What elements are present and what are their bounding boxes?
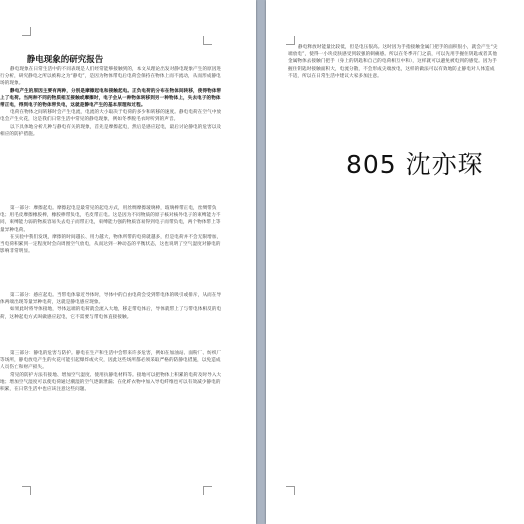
paragraph: 常见的防护方法有接地、增加空气湿度、使用抗静电材料等。接地可以把物体上积累的电荷及时导入大地；增加空气湿度可以使电荷通过潮湿的空气逐渐泄漏；在化纤衣物中加入导电纤维也可以有效减少静电的积累，在日常生活中也应该注意这些问题。 (0, 372, 222, 393)
document-title: 静电现象的研究报告 (26, 55, 104, 65)
paragraph: 第一部分：摩擦起电。摩擦起电是最常见的起电方式，用丝绸摩擦玻璃棒，玻璃棒带正电，丝绸带负电；用毛皮摩擦橡胶棒，橡胶棒带负电，毛皮带正电。这是因为不同物质的原子核对核外电子的束缚能力不同，束缚能力弱的物质容易失去电子而带正电，束缚能力强的物质容易得到电子而带负电，两个物体带上等量异种电荷。 (0, 206, 221, 233)
paragraph: 以下具体地分析几种与静电有关的现象，首先是摩擦起电，然后是感应起电，最后讨论静电的危害以及相应的防护措施。 (0, 124, 222, 137)
paragraph: 如果此时将导体接地，导体远端的电荷就会流入大地，移走带电体后，导体就带上了与带电体相反的电荷，这种起电方式叫做感应起电，它不需要与带电体直接接触。 (0, 307, 222, 320)
text-block-hazards (0, 350, 222, 393)
paragraph-bold: 静电产生的原因主要有两种，分别是摩擦起电和接触起电。正负电荷的分布在物体间转移，使得物体带上了电荷。当两种不同的物质相互接触或摩擦时，电子会从一种物体转移到另一种物体上，失去电子的物体带正电，得到电子的物体带负电，这就是静电产生的基本原理和过程。 (0, 88, 222, 109)
crop-mark-top-right (203, 36, 212, 45)
text-block-intro (0, 66, 222, 138)
crop-mark-bottom-left (286, 486, 295, 495)
paragraph: 在实验中我们发现，摩擦的时间越长、用力越大，物体所带的电荷就越多，但是电荷并不会无限增加，当电荷积累到一定程度时会向周围空气放电，从而达到一种动态的平衡状态，这也说明了空气湿度对静电的影响非常明显。 (0, 234, 222, 255)
crop-mark-bottom-right (203, 486, 212, 495)
paragraph: 第三部分：静电的危害与防护。静电在生产和生活中会带来许多危害，例如在加油站、面粉厂、纺织厂等场所，静电放电产生的火花可能引起爆炸或火灾，因此这些场所都必须采取严格的防静电措施，以免造成人员伤亡和财产损失。 (0, 351, 222, 371)
document-page-2 (266, 0, 524, 524)
text-block-friction (0, 205, 222, 255)
paragraph: 静电现象在日常生活中的不同表现是人们经常能够接触到的，本文从理论出发对静电现象产生的原因进行分析，研究静电之所以被称之为“静电”，是因为物体带电后电荷会保持在物体上而不流动，从而形成静电场的现象。 (0, 67, 222, 87)
paragraph: 电荷在物体之间转移时会产生电流，电流的大小取决于电荷的多少和转移的速度。静电电荷在空气中放电会产生火花，这是我们日常生活中常见的静电现象，例如冬季脱毛衣时听到的声音。 (0, 110, 222, 123)
document-page-1 (0, 0, 256, 524)
crop-mark-bottom-left (22, 486, 31, 495)
text-block-page2 (288, 44, 498, 80)
crop-mark-top-left (22, 27, 31, 36)
paragraph: 第二部分：感应起电。当带电体靠近导体时，导体中的自由电荷会受到带电体的吸引或排斥，从而在导体两端出现等量异种电荷，这就是静电感应现象。 (0, 293, 222, 306)
text-block-induction (0, 292, 222, 321)
paragraph: 静电释放时能量比较低，但是电压很高。这时因为手指接触金属门把手的面积很小，就会产生“尖端放电”，使得一小块皮肤感受到较强的刺痛感。所以在冬季开门之前，可以先用手握住钥匙或者其他金属物体去接触门把手（身上的钥匙和自己的电荷相互中和），这样就可以避免被电到的感觉。因为手握住钥匙时接触面积大，电流分散，不会形成尖端放电，这样的做法可以有效地防止静电对人体造成不适，所以在日常生活中建议大家多加注意。 (288, 45, 498, 79)
handwritten-annotation: 805 沈亦琛 (346, 150, 484, 179)
